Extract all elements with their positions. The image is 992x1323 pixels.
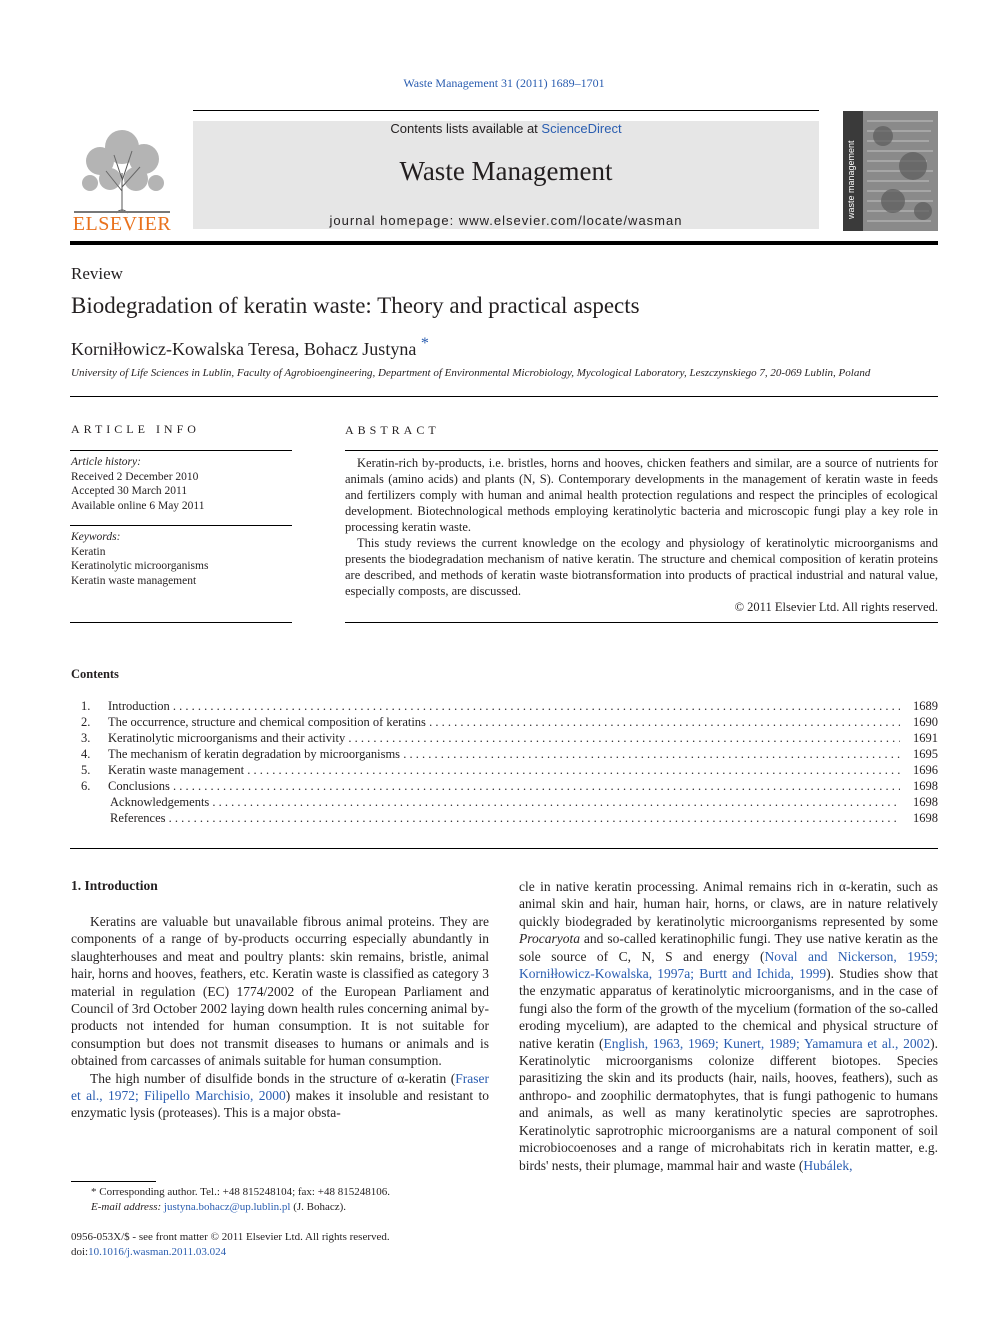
table-of-contents — [71, 698, 938, 826]
author-email-link[interactable]: justyna.bohacz@up.lublin.pl — [163, 1201, 291, 1213]
abstract-paragraph: Keratin-rich by-products, i.e. bristles, horns and hooves, chicken feathers and similar, are a source of nutrients for animals (amino acids) and plants (N, S). Contemporary developments in the management of keratin waste in feeds and fertilizers comply with human and animal health protection regulations and respect the principles of ecological development. Biotechnological methods employing keratinolytic bacteria and microscopic fungi play a key role in processing keratin waste. — [345, 456, 938, 534]
corresponding-author-mark[interactable]: * — [420, 335, 429, 352]
section-heading: 1. Introduction — [71, 878, 158, 893]
abstract-paragraph: This study reviews the current knowledge on the ecology and physiology of keratinolytic microorganisms and presents the biodegradation mechanism of native keratin. The structure and chemical composition of keratin proteins are described, and methods of keratin waste biotransformation into products of practical industrial and natural value, especially composts, are discussed. — [345, 536, 938, 598]
footnote-rule — [71, 1181, 156, 1182]
journal-homepage: journal homepage: www.elsevier.com/locate/wasman — [329, 213, 683, 228]
toc-entry[interactable]: 5. Keratin waste management . . . 1696 — [71, 762, 938, 778]
journal-citation[interactable]: Waste Management 31 (2011) 1689–1701 — [403, 76, 605, 90]
body-column-right — [519, 878, 938, 1174]
contents-heading: Contents — [71, 667, 119, 681]
citation-link[interactable]: Hubálek, — [803, 1157, 853, 1173]
contents-rule — [70, 848, 938, 849]
online-date: Available online 6 May 2011 — [71, 499, 205, 512]
keyword: Keratin waste management — [71, 574, 197, 587]
toc-entry[interactable]: References . . . 1698 — [71, 810, 938, 826]
author-list: Korniłłowicz-Kowalska Teresa, Bohacz Justyna * — [71, 335, 429, 359]
abstract-heading: ABSTRACT — [345, 423, 440, 437]
toc-entry[interactable]: 6. Conclusions . . . 1698 — [71, 778, 938, 794]
homepage-link[interactable]: www.elsevier.com/locate/wasman — [458, 213, 683, 228]
body-paragraph: cle in native keratin processing. Animal remains rich in α-keratin, such as animal skin and hair, human hair, horns, or claws, are in nature relatively quickly biodegraded by keratinolytic microorganisms represented by some Procaryota and so-called keratinophilic fungi. They use native keratin as the sole source of C, N, S and energy (Noval and Nickerson, 1959; Korniłłowicz-Kowalska, 1997a; Burtt and Ichida, 1999). Studies show that the enzymatic apparatus of keratinolytic microorganisms, and in the case of fungi also the form of the growth of the mycelium (formation of the so-called eroding mycelium), are adapted to the chemical and physical structure of native keratin (English, 1963, 1969; Kunert, 1989; Yamamura et al., 2002). Keratinolytic microorganisms colonize different biotopes. Species parasitizing the skin and its products (hair, nails, hooves, feathers), such as anthropo- and zoophilic dermatophytes, that is fungi pathogenic to humans and animals, as well as many keratinolytic species are saprotrophes. Keratinolytic saprotrophic microorganisms are a natural component of soil microbiocoenoses and a range of microhabitats rich in keratin matter, e.g. birds' nests, their plumage, mammal hair and waste (Hubálek, — [519, 879, 938, 1173]
header-thick-rule — [70, 241, 938, 245]
keyword: Keratinolytic microorganisms — [71, 560, 209, 572]
info-rule — [70, 622, 292, 623]
cover-image-icon — [843, 111, 938, 231]
keywords-block — [71, 530, 208, 588]
journal-cover-thumbnail[interactable] — [843, 111, 938, 231]
received-date: Received 2 December 2010 — [71, 470, 199, 483]
contents-available-line: Contents lists available at ScienceDirect — [390, 121, 622, 136]
toc-entry[interactable]: 1. Introduction . . . 1689 — [71, 698, 938, 714]
header-rule — [193, 110, 819, 111]
info-rule — [70, 525, 292, 526]
corresponding-author-footnote: * Corresponding author. Tel.: +48 815248104; fax: +48 815248106. E-mail address: justyna.bohacz@up.lublin.pl (J. Bohacz). — [91, 1186, 390, 1213]
issn-line: 0956-053X/$ - see front matter © 2011 Elsevier Ltd. All rights reserved. — [71, 1231, 390, 1243]
footnote-mark: * — [91, 1186, 97, 1198]
body-column-left — [71, 913, 489, 1122]
body-paragraph: The high number of disulfide bonds in the structure of α-keratin (Fraser et al., 1972; Filipello Marchisio, 2000) makes it insoluble and resistant to enzymatic lysis (proteases). This is a major obsta- — [71, 1070, 489, 1121]
cover-journal-label: waste management — [846, 140, 856, 219]
article-title: Biodegradation of keratin waste: Theory and practical aspects — [71, 293, 640, 318]
doi-link[interactable]: 10.1016/j.wasman.2011.03.024 — [88, 1246, 227, 1258]
affiliation: University of Life Sciences in Lublin, Faculty of Agrobioengineering, Department of Environmental Microbiology, Mycological Laboratory, Leszczynskiego 7, 20-069 Lublin, Poland — [71, 367, 871, 379]
history-label: Article history: — [71, 456, 141, 468]
article-history — [71, 455, 205, 513]
elsevier-logo[interactable] — [70, 121, 174, 233]
abstract-rule — [345, 622, 938, 623]
article-info-heading: ARTICLE INFO — [71, 422, 200, 436]
accepted-date: Accepted 30 March 2011 — [71, 485, 188, 497]
citation-link[interactable]: Noval and Nickerson, 1959; Korniłłowicz-Kowalska, 1997a; Burtt and Ichida, 1999 — [519, 948, 938, 982]
citation-link[interactable]: Fraser et al., 1972; Filipello Marchisio, 2000 — [71, 1070, 489, 1104]
sciencedirect-link[interactable]: ScienceDirect — [541, 121, 622, 136]
toc-entry[interactable]: 3. Keratinolytic microorganisms and their activity . . . 1691 — [71, 730, 938, 746]
journal-title: Waste Management — [399, 156, 613, 186]
affiliation-rule — [70, 396, 938, 397]
body-paragraph: Keratins are valuable but unavailable fibrous animal proteins. They are components of a range of by-products occurring especially abundantly in slaughterhouses and meat and poultry plants: skin remains, bristle, animal hair, horns and hooves, feathers, etc. Keratin waste is classified as category 3 material in regulation (EC) 1774/2002 of the European Parliament and Council of 3rd October 2002 laying down health rules concerning animal by-products not intended for human consumption. It is not suitable for consumption but does not transmit diseases to humans or animals and is obtained from carcasses of animals suitable for human consumption. — [71, 914, 489, 1069]
keywords-label: Keywords: — [71, 531, 121, 543]
copyright-line: © 2011 Elsevier Ltd. All rights reserved. — [734, 600, 938, 614]
citation-link[interactable]: English, 1963, 1969; Kunert, 1989; Yamamura et al., 2002 — [603, 1035, 931, 1051]
front-matter-info: 0956-053X/$ - see front matter © 2011 Elsevier Ltd. All rights reserved. doi:10.1016/j.wasman.2011.03.024 — [71, 1231, 390, 1258]
article-type: Review — [71, 264, 123, 283]
toc-entry[interactable]: 2. The occurrence, structure and chemical composition of keratins . . . 1690 — [71, 714, 938, 730]
abstract-rule — [345, 450, 938, 451]
keyword: Keratin — [71, 545, 106, 558]
abstract-text — [345, 455, 938, 615]
toc-entry[interactable]: 4. The mechanism of keratin degradation by microorganisms . . . 1695 — [71, 746, 938, 762]
info-rule — [70, 450, 292, 451]
toc-entry[interactable]: Acknowledgements . . . 1698 — [71, 794, 938, 810]
elsevier-wordmark: ELSEVIER — [72, 213, 172, 235]
